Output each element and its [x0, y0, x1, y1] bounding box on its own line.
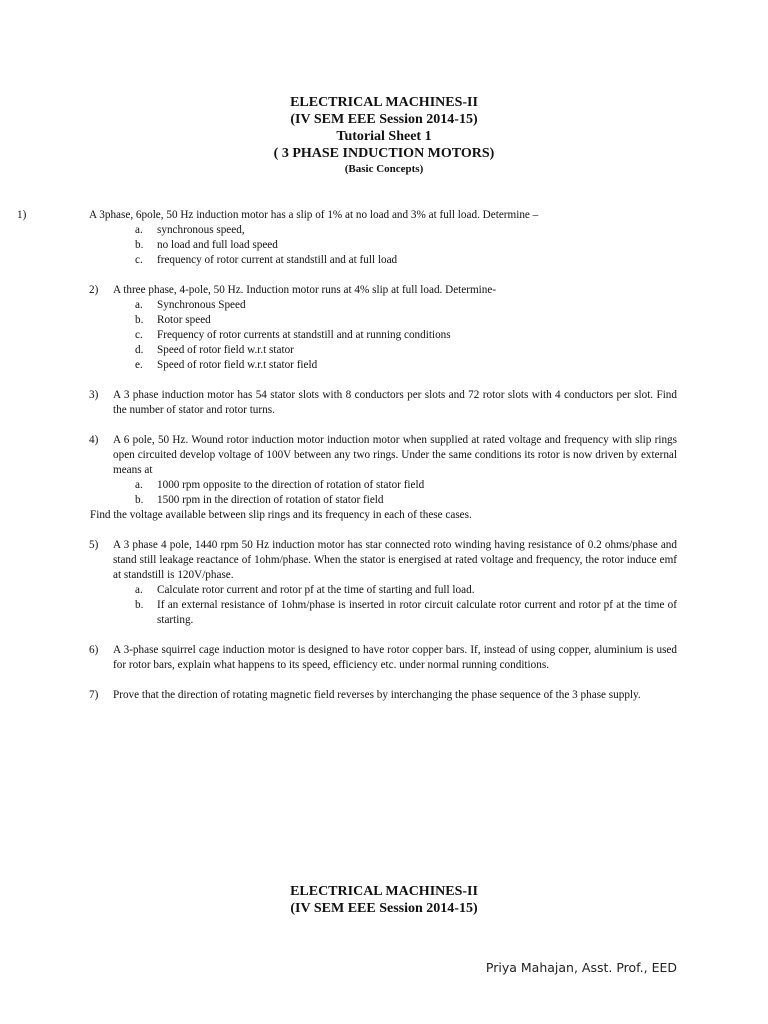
question-text: A 6 pole, 50 Hz. Wound rotor induction motor induction motor when supplied at rated voltage and frequency with slip rings open circuited develop voltage of 100V between any two rings. Under the same conditions its rotor is now driven by external means at: [113, 434, 677, 476]
question-number: 6): [89, 644, 99, 656]
question-7: [89, 688, 677, 703]
sub-question: [135, 598, 677, 628]
question-number: 3): [89, 389, 99, 401]
sub-question-text: Synchronous Speed: [157, 299, 246, 311]
next-page-header: [0, 883, 768, 917]
sub-question-letter: a.: [135, 584, 143, 596]
sub-question: [135, 583, 677, 598]
sub-question-text: Speed of rotor field w.r.t stator field: [157, 359, 318, 371]
question-number: 4): [89, 434, 99, 446]
question-5: [89, 538, 677, 628]
sub-question-letter: e.: [135, 359, 143, 371]
question-number: 2): [89, 284, 99, 296]
tutorial-sheet-label: Tutorial Sheet 1: [336, 129, 432, 144]
sub-question-text: Calculate rotor current and rotor pf at the time of starting and full load.: [157, 584, 475, 596]
subtopic-heading: (Basic Concepts): [344, 163, 424, 175]
course-title: ELECTRICAL MACHINES-II: [290, 884, 478, 899]
sub-question-text: 1500 rpm in the direction of rotation of stator field: [157, 494, 384, 506]
question-text: A 3-phase squirrel cage induction motor is designed to have rotor copper bars. If, instead of using copper, aluminium is used for rotor bars, explain what happens to its speed, efficiency etc. under normal running conditions.: [113, 644, 677, 671]
sub-question-letter: c.: [135, 254, 143, 266]
sub-question: [135, 298, 677, 313]
sub-question-list: [113, 298, 677, 373]
question-text: Prove that the direction of rotating magnetic field reverses by interchanging the phase sequence of the 3 phase supply.: [113, 689, 641, 701]
course-title: ELECTRICAL MACHINES-II: [290, 95, 478, 110]
sub-question-text: frequency of rotor current at standstill and at full load: [157, 254, 398, 266]
sub-question-list: [113, 223, 677, 268]
sub-question-text: Frequency of rotor currents at standstill and at running conditions: [157, 329, 451, 341]
question-text: A 3phase, 6pole, 50 Hz induction motor has a slip of 1% at no load and 3% at full load. Determine –: [89, 209, 539, 221]
sub-question-text: Speed of rotor field w.r.t stator: [157, 344, 294, 356]
question-6: [89, 643, 677, 673]
author-credit: Priya Mahajan, Asst. Prof., EED: [485, 960, 677, 975]
sub-question-letter: a.: [135, 224, 143, 236]
question-1: [17, 208, 677, 268]
sub-question-letter: d.: [135, 344, 144, 356]
question-number: 1): [17, 209, 27, 221]
question-list: [0, 208, 768, 703]
sub-question-list: [113, 478, 677, 508]
session-label: (IV SEM EEE Session 2014-15): [290, 901, 478, 916]
question-4: [89, 433, 677, 508]
question-3: [89, 388, 677, 418]
sub-question-letter: c.: [135, 329, 143, 341]
question-number: 5): [89, 539, 99, 551]
sub-question-text: 1000 rpm opposite to the direction of rotation of stator field: [157, 479, 425, 491]
sub-question: [135, 313, 677, 328]
sub-question: [135, 328, 677, 343]
sub-question-text: If an external resistance of 1ohm/phase is inserted in rotor circuit calculate rotor current and rotor pf at the time of starting.: [157, 599, 677, 626]
sub-question: [135, 253, 677, 268]
sub-question-letter: b.: [135, 494, 144, 506]
question-2: [89, 283, 677, 373]
question-text: A three phase, 4-pole, 50 Hz. Induction motor runs at 4% slip at full load. Determine-: [113, 284, 497, 296]
session-label: (IV SEM EEE Session 2014-15): [290, 112, 478, 127]
sub-question: [135, 343, 677, 358]
question-4-closing-text: Find the voltage available between slip rings and its frequency in each of these cases.: [90, 509, 472, 521]
sub-question-letter: b.: [135, 314, 144, 326]
sub-question: [135, 238, 677, 253]
question-text: A 3 phase 4 pole, 1440 rpm 50 Hz induction motor has star connected roto winding having resistance of 0.2 ohms/phase and stand still leakage reactance of 1ohm/phase. When the stator is energised at rated voltage and frequency, the rotor induce emf at standstill is 120V/phase.: [113, 539, 677, 581]
sub-question-list: [113, 583, 677, 628]
question-number: 7): [89, 689, 99, 701]
sub-question-text: synchronous speed,: [157, 224, 245, 236]
sub-question-letter: a.: [135, 479, 143, 491]
topic-heading: ( 3 PHASE INDUCTION MOTORS): [273, 146, 495, 161]
question-text: A 3 phase induction motor has 54 stator slots with 8 conductors per slots and 72 rotor slots with 4 conductors per slot. Find the number of stator and rotor turns.: [113, 389, 677, 416]
page-header: [0, 94, 768, 176]
sub-question: [135, 223, 677, 238]
sub-question: [135, 478, 677, 493]
sub-question: [135, 493, 677, 508]
sub-question-text: Rotor speed: [157, 314, 211, 326]
sub-question-letter: b.: [135, 599, 144, 611]
sub-question-letter: b.: [135, 239, 144, 251]
sub-question-letter: a.: [135, 299, 143, 311]
sub-question-text: no load and full load speed: [157, 239, 278, 251]
sub-question: [135, 358, 677, 373]
